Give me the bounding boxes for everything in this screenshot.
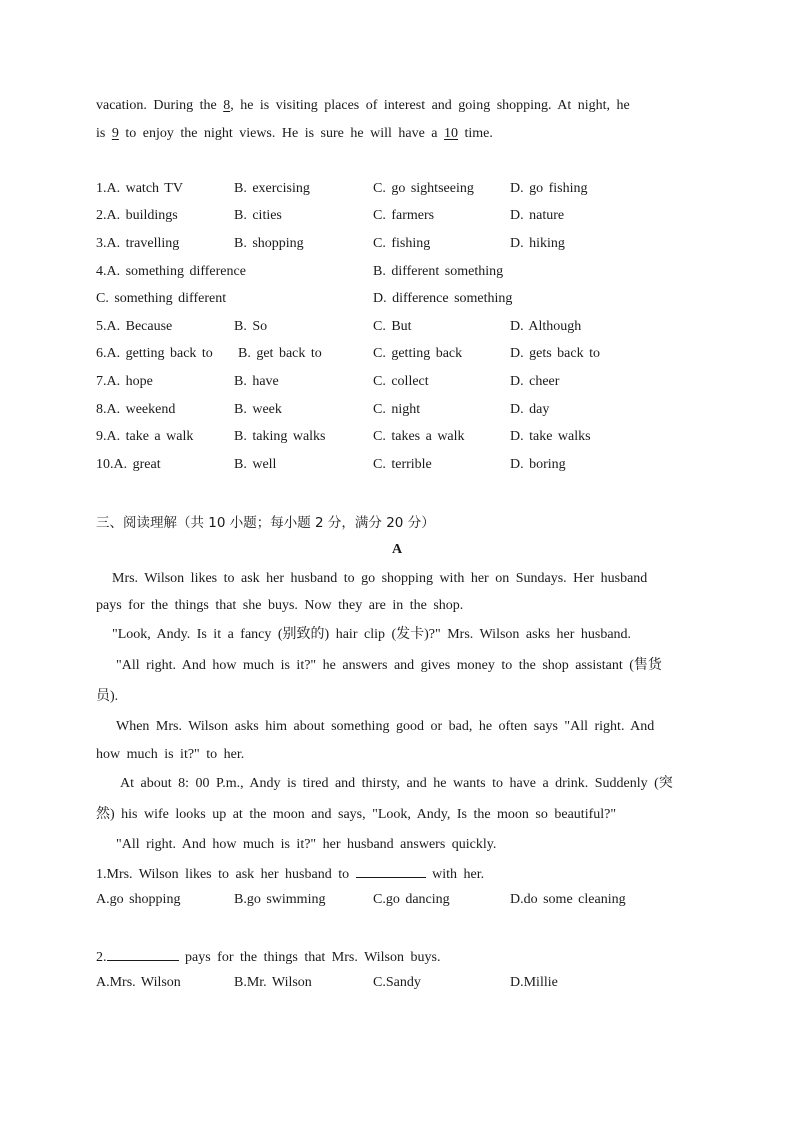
option-b: B. different something [373, 264, 504, 279]
option-a: 5.A. Because [96, 319, 173, 334]
option-a: 3.A. travelling [96, 236, 180, 251]
choice-a: A.Mrs. Wilson [96, 975, 181, 990]
option-c: C. getting back [373, 346, 463, 361]
option-d: D. go fishing [510, 181, 588, 196]
option-c: C. terrible [373, 457, 432, 472]
option-a: 4.A. something difference [96, 264, 246, 279]
option-b: B. So [234, 319, 268, 334]
choice-b: B.go swimming [234, 892, 326, 907]
question-stem: pays for the things that Mrs. Wilson buys. [178, 950, 441, 965]
choice-d: D.do some cleaning [510, 892, 626, 907]
passage-line: 然) his wife looks up at the moon and says, "Look, Andy, Is the moon so beautiful?" [96, 807, 617, 822]
choice-b: B.Mr. Wilson [234, 975, 312, 990]
passage-line: When Mrs. Wilson asks him about something good or bad, he often says "All right. And [116, 719, 655, 734]
cloze-text: , he is visiting places of interest and going shopping. At night, he [230, 98, 630, 113]
option-d: D. take walks [510, 429, 591, 444]
option-b: B. shopping [234, 236, 304, 251]
answer-blank [107, 946, 179, 961]
cloze-text: vacation. During the [96, 98, 224, 113]
passage-line: Mrs. Wilson likes to ask her husband to go shopping with her on Sundays. Her husband [112, 571, 648, 586]
option-c: C. something different [96, 291, 227, 306]
cloze-text: is [96, 126, 112, 141]
passage-line: "All right. And how much is it?" he answers and gives money to the shop assistant (售货 [116, 658, 662, 673]
passage-line: pays for the things that she buys. Now they are in the shop. [96, 598, 464, 613]
option-d: D. boring [510, 457, 566, 472]
option-b: B. have [234, 374, 279, 389]
option-a: 7.A. hope [96, 374, 153, 389]
option-c: C. collect [373, 374, 429, 389]
passage-line: "Look, Andy. Is it a fancy (别致的) hair clip (发卡)?" Mrs. Wilson asks her husband. [112, 627, 632, 642]
option-b: B. well [234, 457, 277, 472]
cloze-line-2 [96, 125, 493, 143]
question-stem: 1.Mrs. Wilson likes to ask her husband to [96, 867, 356, 882]
question-2 [96, 946, 440, 967]
option-a: 10.A. great [96, 457, 161, 472]
option-d: D. cheer [510, 374, 560, 389]
question-1 [96, 863, 484, 884]
passage-label: A [391, 542, 403, 557]
option-b: B. exercising [234, 181, 310, 196]
section-title: 三、阅读理解（共 10 小题；每小题 2 分，满分 20 分） [96, 515, 435, 531]
option-b: B. week [234, 402, 282, 417]
option-a: 2.A. buildings [96, 208, 178, 223]
blank-9: 9 [111, 126, 119, 141]
option-a: 6.A. getting back to [96, 346, 213, 361]
option-c: C. night [373, 402, 421, 417]
option-c: C. fishing [373, 236, 431, 251]
question-stem: 2. [96, 950, 107, 965]
option-d: D. nature [510, 208, 565, 223]
option-b: B. cities [234, 208, 282, 223]
choice-c: C.Sandy [373, 975, 421, 990]
option-d: D. day [510, 402, 550, 417]
option-a: 1.A. watch TV [96, 181, 183, 196]
choice-d: D.Millie [510, 975, 558, 990]
option-c: C. go sightseeing [373, 181, 474, 196]
option-b: B. taking walks [234, 429, 326, 444]
option-c: C. takes a walk [373, 429, 465, 444]
blank-8: 8 [223, 98, 231, 113]
option-c: C. farmers [373, 208, 435, 223]
passage-line: "All right. And how much is it?" her husband answers quickly. [116, 837, 497, 852]
option-d: D. Although [510, 319, 582, 334]
cloze-text: time. [458, 126, 493, 141]
question-stem: with her. [425, 867, 485, 882]
option-b: B. get back to [238, 346, 322, 361]
option-a: 8.A. weekend [96, 402, 176, 417]
option-d: D. difference something [373, 291, 513, 306]
blank-10: 10 [444, 126, 459, 141]
option-d: D. gets back to [510, 346, 600, 361]
answer-blank [356, 863, 426, 878]
option-d: D. hiking [510, 236, 565, 251]
option-c: C. But [373, 319, 412, 334]
passage-line: 员). [96, 689, 119, 704]
cloze-line-1 [96, 97, 630, 115]
passage-line: how much is it?" to her. [96, 747, 245, 762]
passage-line: At about 8: 00 P.m., Andy is tired and thirsty, and he wants to have a drink. Suddenly (突 [120, 776, 673, 791]
option-a: 9.A. take a walk [96, 429, 194, 444]
cloze-text: to enjoy the night views. He is sure he will have a [118, 126, 445, 141]
choice-a: A.go shopping [96, 892, 181, 907]
choice-c: C.go dancing [373, 892, 450, 907]
